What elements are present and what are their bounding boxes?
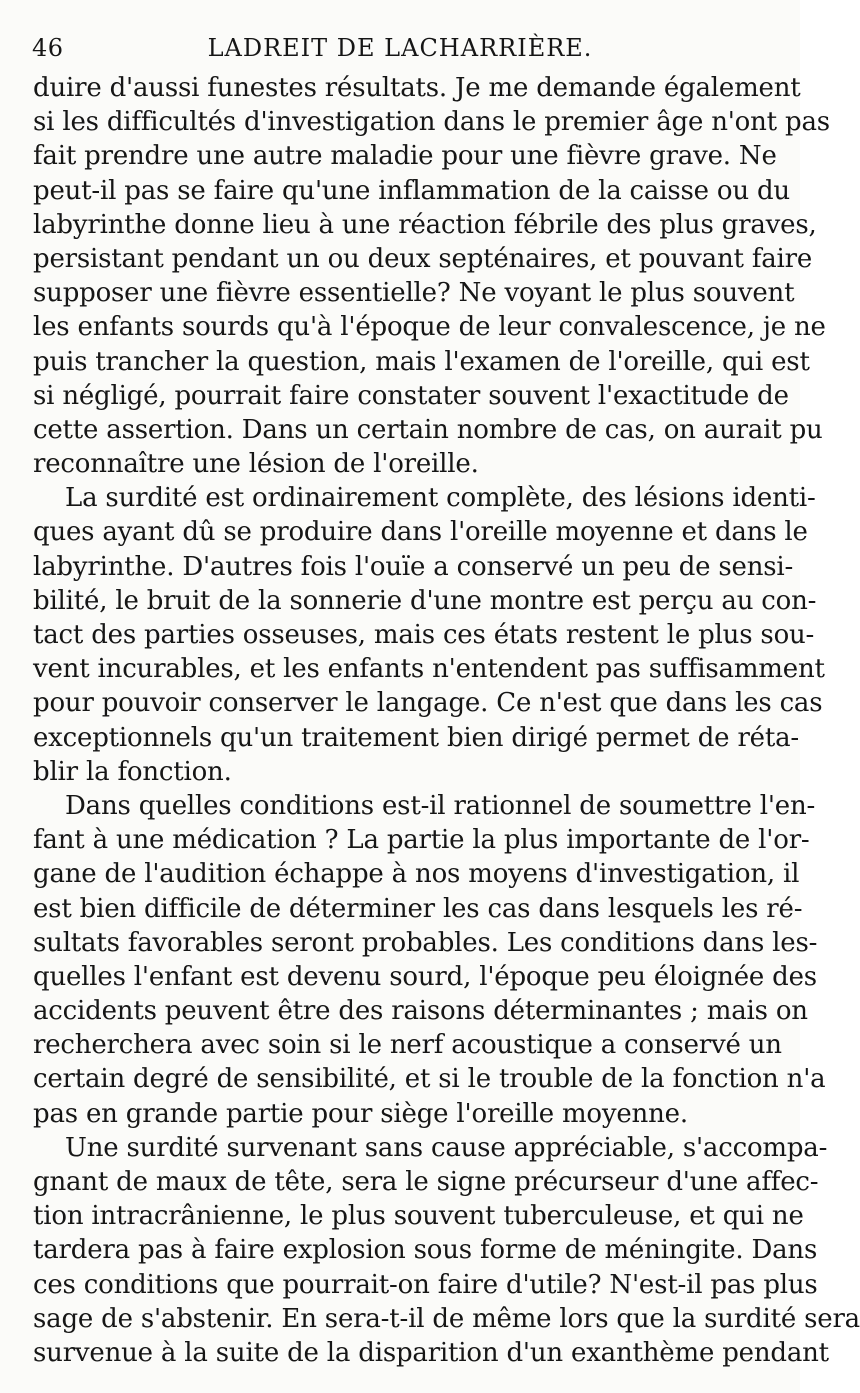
text-line: puis trancher la question, mais l'examen de l'oreille, qui est	[33, 346, 810, 377]
text-line: labyrinthe donne lieu à une réaction fébrile des plus graves,	[33, 209, 817, 240]
text-line: reconnaître une lésion de l'oreille.	[33, 449, 479, 480]
text-line: quelles l'enfant est devenu sourd, l'époque peu éloignée des	[33, 961, 817, 992]
text-line: Dans quelles conditions est-il rationnel de soumettre l'en-	[65, 790, 816, 821]
text-line: tardera pas à faire explosion sous forme de méningite. Dans	[33, 1235, 818, 1266]
text-line: sage de s'abstenir. En sera-t-il de même lors que la surdité sera	[33, 1303, 860, 1334]
text-line: ces conditions que pourrait-on faire d'utile? N'est-il pas plus	[33, 1269, 818, 1300]
running-head	[32, 32, 768, 62]
text-line: fait prendre une autre maladie pour une fièvre grave. Ne	[33, 141, 777, 172]
text-line: sultats favorables seront probables. Les conditions dans les-	[33, 927, 818, 958]
text-line: ques ayant dû se produire dans l'oreille moyenne et dans le	[33, 517, 808, 548]
text-line: blir la fonction.	[33, 756, 232, 787]
text-line: gnant de maux de tête, sera le signe précurseur d'une affec-	[33, 1167, 819, 1197]
text-line: pour pouvoir conserver le langage. Ce n'est que dans les cas	[33, 688, 823, 719]
text-line: persistant pendant un ou deux septénaires, et pouvant faire	[33, 243, 813, 274]
text-line: exceptionnels qu'un traitement bien dirigé permet de réta-	[33, 722, 799, 753]
text-line: vent incurables, et les enfants n'entendent pas suffisamment	[33, 654, 825, 685]
text-line: supposer une fièvre essentielle? Ne voyant le plus souvent	[33, 278, 795, 309]
text-line: si négligé, pourrait faire constater souvent l'exactitude de	[33, 380, 789, 411]
text-line: Une surdité survenant sans cause appréciable, s'accompa-	[65, 1132, 828, 1163]
text-line: certain degré de sensibilité, et si le trouble de la fonction n'a	[33, 1064, 826, 1095]
text-line: La surdité est ordinairement complète, des lésions identi-	[65, 483, 816, 514]
text-line: fant à une médication ? La partie la plus importante de l'or-	[33, 825, 810, 856]
text-line: pas en grande partie pour siège l'oreille moyenne.	[33, 1098, 688, 1129]
text-line: si les difficultés d'investigation dans le premier âge n'ont pas	[33, 107, 830, 138]
text-line: tact des parties osseuses, mais ces états restent le plus sou-	[33, 620, 815, 650]
text-line: cette assertion. Dans un certain nombre de cas, on aurait pu	[33, 414, 823, 445]
text-line: survenue à la suite de la disparition d'un exanthème pendant	[33, 1337, 829, 1368]
text-line: les enfants sourds qu'à l'époque de leur convalescence, je ne	[33, 312, 826, 343]
text-line: labyrinthe. D'autres fois l'ouïe a conservé un peu de sensi-	[33, 551, 794, 582]
text-line: peut-il pas se faire qu'une inflammation de la caisse ou du	[33, 175, 790, 206]
text-line: gane de l'audition échappe à nos moyens d'investigation, il	[33, 859, 800, 890]
text-line: bilité, le bruit de la sonnerie d'une montre est perçu au con-	[33, 585, 817, 616]
text-line: tion intracrânienne, le plus souvent tuberculeuse, et qui ne	[33, 1201, 804, 1232]
running-title: LADREIT DE LACHARRIÈRE.	[207, 34, 593, 62]
page-number: 46	[32, 34, 64, 62]
text-line: est bien difficile de déterminer les cas dans lesquels les ré-	[33, 893, 803, 924]
text-line: duire d'aussi funestes résultats. Je me demande également	[33, 73, 801, 103]
body-text	[33, 71, 860, 1370]
text-line: recherchera avec soin si le nerf acoustique a conservé un	[33, 1030, 782, 1061]
text-line: accidents peuvent être des raisons déterminantes ; mais on	[33, 996, 808, 1027]
